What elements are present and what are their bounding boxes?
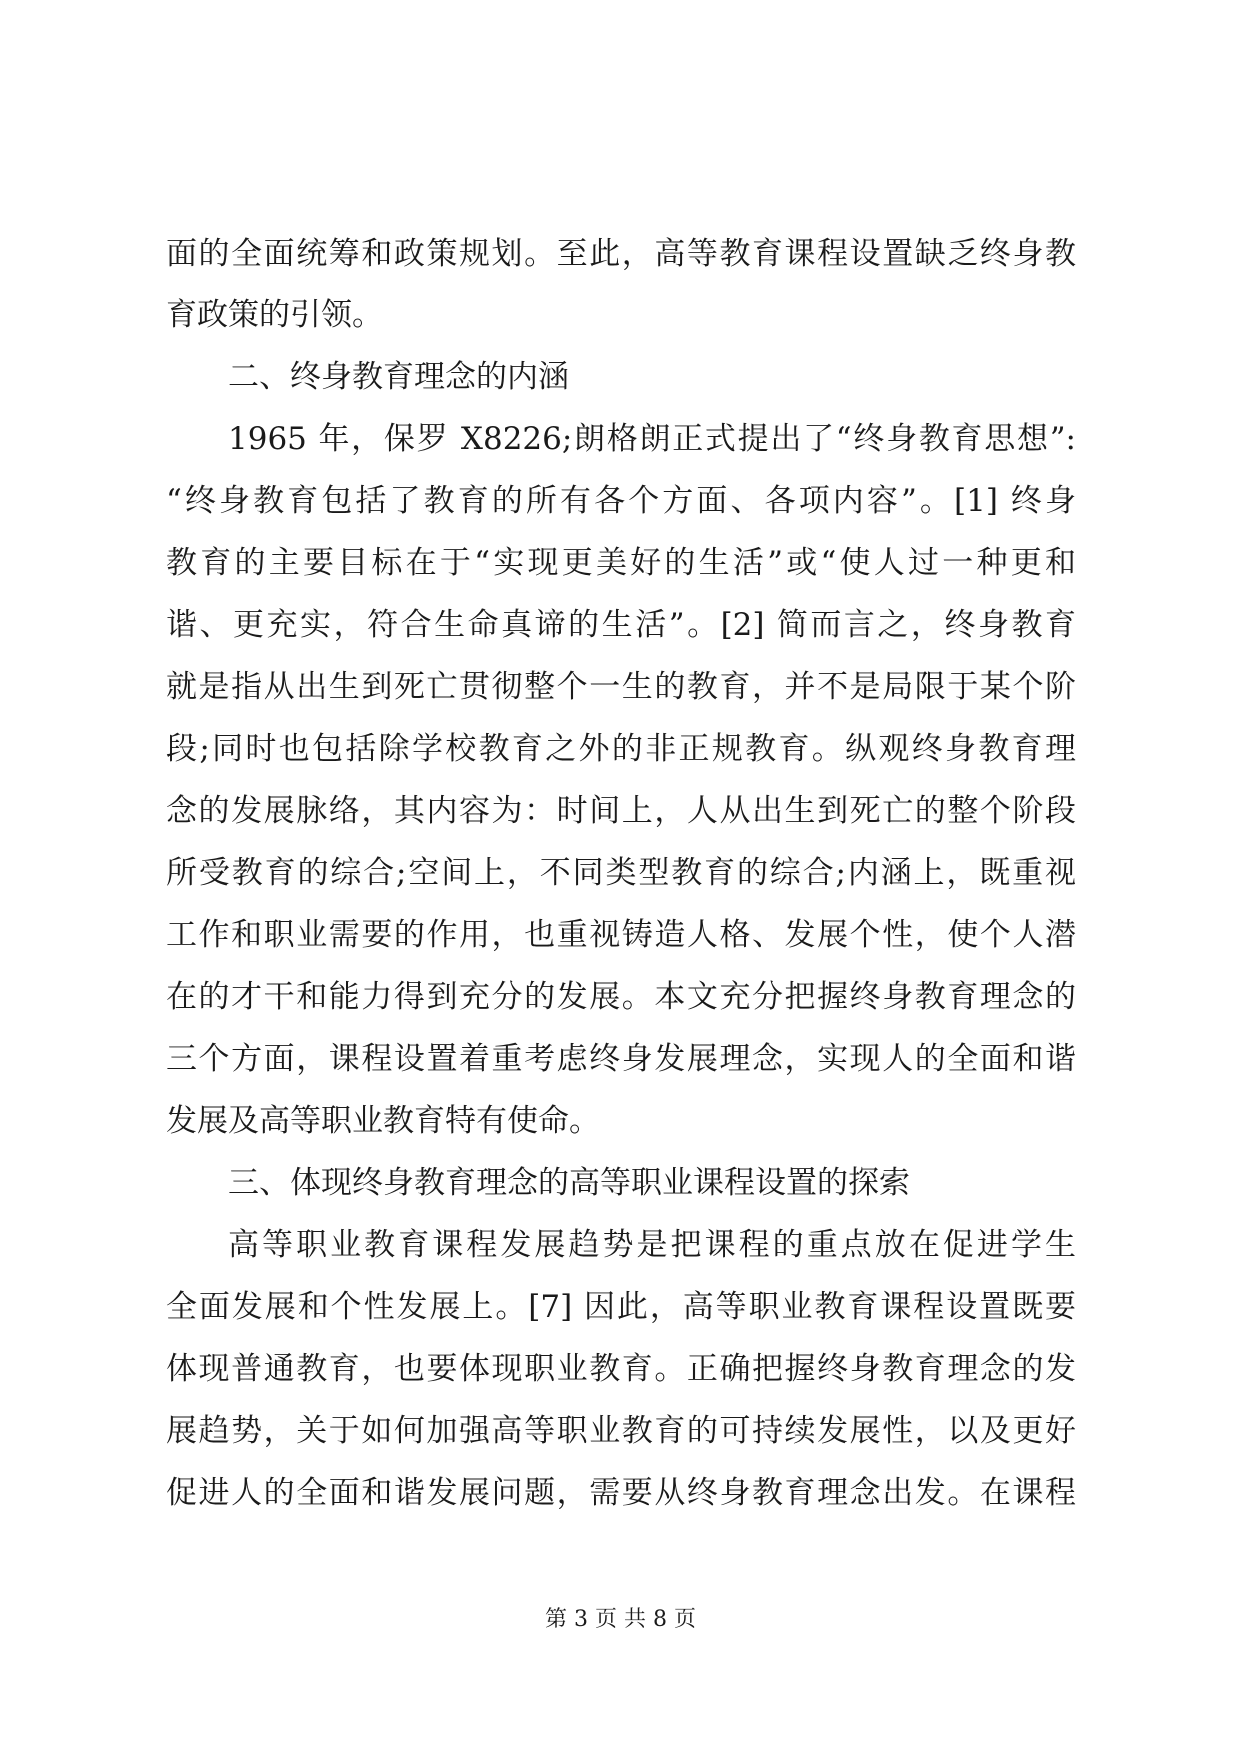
- text-line: 三个方面，课程设置着重考虑终身发展理念，实现人的全面和谐: [166, 1041, 1076, 1077]
- text-line: 1965 年，保罗 X8226;朗格朗正式提出了“终身教育思想”:: [228, 421, 1076, 457]
- text-line: 展趋势，关于如何加强高等职业教育的可持续发展性，以及更好: [166, 1413, 1076, 1449]
- text-line: 教育的主要目标在于“实现更美好的生活”或“使人过一种更和: [166, 545, 1076, 581]
- section-heading: 三、体现终身教育理念的高等职业课程设置的探索: [228, 1165, 910, 1201]
- text-line: 体现普通教育，也要体现职业教育。正确把握终身教育理念的发: [166, 1351, 1076, 1387]
- text-line: 谐、更充实，符合生命真谛的生活”。[2] 简而言之，终身教育: [166, 607, 1076, 643]
- text-line: 所受教育的综合;空间上，不同类型教育的综合;内涵上，既重视: [166, 855, 1076, 891]
- text-line: 在的才干和能力得到充分的发展。本文充分把握终身教育理念的: [166, 979, 1076, 1015]
- text-line: 育政策的引领。: [166, 297, 383, 333]
- text-line: 发展及高等职业教育特有使命。: [166, 1103, 600, 1139]
- text-line: 高等职业教育课程发展趋势是把课程的重点放在促进学生: [228, 1227, 1076, 1263]
- text-line: 就是指从出生到死亡贯彻整个一生的教育，并不是局限于某个阶: [166, 669, 1076, 705]
- page-number: 第 3 页 共 8 页: [545, 1607, 696, 1632]
- section-heading: 二、终身教育理念的内涵: [228, 359, 569, 395]
- text-line: “终身教育包括了教育的所有各个方面、各项内容”。[1] 终身: [166, 483, 1076, 519]
- text-line: 促进人的全面和谐发展问题，需要从终身教育理念出发。在课程: [166, 1475, 1076, 1511]
- text-line: 全面发展和个性发展上。[7] 因此，高等职业教育课程设置既要: [166, 1289, 1076, 1325]
- text-line: 工作和职业需要的作用，也重视铸造人格、发展个性，使个人潜: [166, 917, 1076, 953]
- text-line: 面的全面统筹和政策规划。至此，高等教育课程设置缺乏终身教: [166, 236, 1076, 272]
- text-line: 段;同时也包括除学校教育之外的非正规教育。纵观终身教育理: [166, 731, 1076, 767]
- text-line: 念的发展脉络，其内容为：时间上，人从出生到死亡的整个阶段: [166, 793, 1076, 829]
